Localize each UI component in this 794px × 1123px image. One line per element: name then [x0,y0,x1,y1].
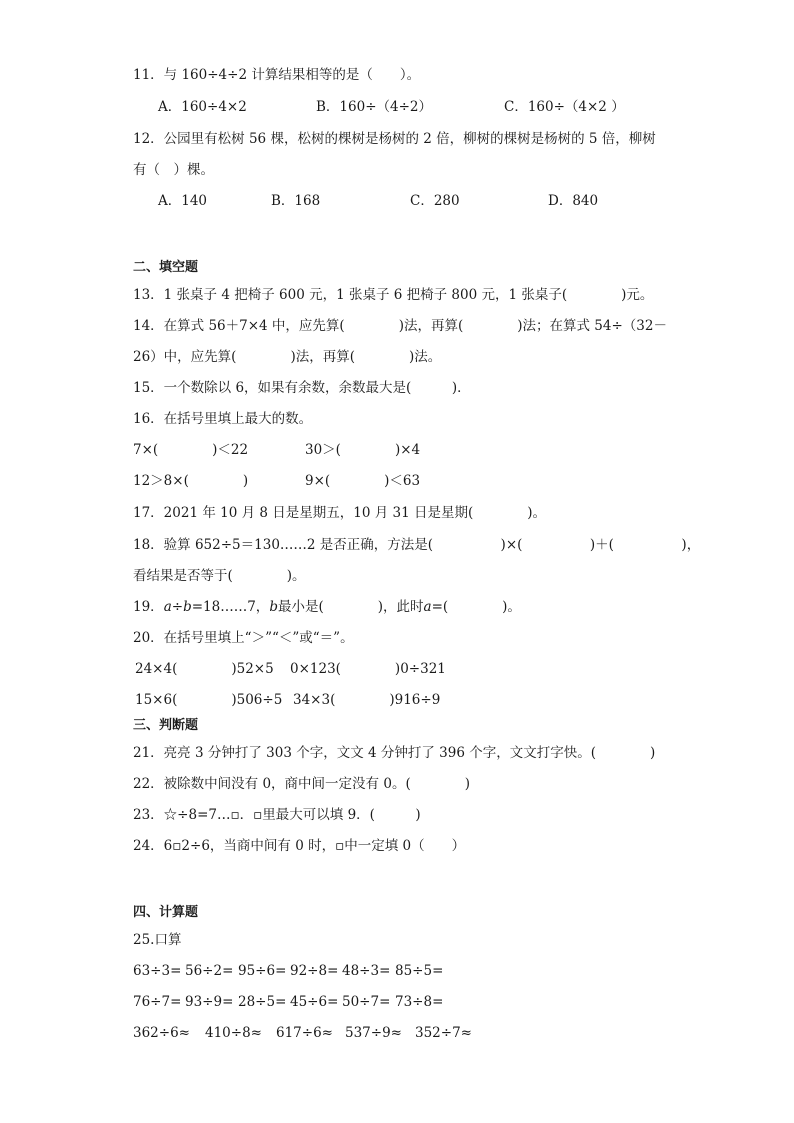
q19-result: =18……7， [191,599,270,615]
q25-item: 362÷6≈ [133,1025,190,1041]
q25-item: 92÷8= [290,963,339,979]
q24: 24．6▫2÷6，当商中间有 0 时，▫中一定填 0（ ） [133,838,466,854]
q20-d: 34×3( )916÷9 [293,692,441,708]
q11-option-a: A．160÷4×2 [158,99,247,115]
q25-title: 25.口算 [133,932,182,948]
q25-item: 73÷8= [395,994,444,1010]
q25-item: 76÷7= [133,994,182,1010]
q25-item: 28÷5= [238,994,287,1010]
q25-item: 93÷9= [185,994,234,1010]
q16-c: 12＞8×( ) [133,473,249,489]
q25-item: 50÷7= [342,994,391,1010]
q16-stem: 16．在括号里填上最大的数。 [133,411,313,427]
q25-item: 45÷6= [290,994,339,1010]
q20-stem: 20．在括号里填上“＞”“＜”或“＝”。 [133,630,354,646]
q19-number: 19． [133,599,164,615]
q12-line2: 有（ ）棵。 [133,162,214,178]
q25-item: 617÷6≈ [276,1025,333,1041]
q18-line1: 18．验算 652÷5＝130……2 是否正确，方法是( )×( )＋( )， [133,537,701,553]
q12-option-d: D．840 [548,193,599,209]
q16-b: 30＞( )×4 [305,442,421,458]
q19-div-sign: ÷ [171,599,184,615]
q12-option-b: B．168 [271,193,321,209]
section-heading-true-false: 三、判断题 [133,718,199,733]
q11-stem: 11．与 160÷4÷2 计算结果相等的是（ ）。 [133,67,421,83]
q25-item: 85÷5= [395,963,444,979]
q25-item: 537÷9≈ [345,1025,402,1041]
q25-item: 95÷6= [238,963,287,979]
q19 [133,598,521,616]
q14-line1: 14．在算式 56＋7×4 中，应先算( )法，再算( )法；在算式 54÷（32－ [133,318,667,334]
q19-var-b: b [183,599,192,615]
q18-line2: 看结果是否等于( )。 [133,568,306,584]
q11-option-c: C．160÷（4×2 ） [504,99,625,115]
q12-option-a: A．140 [158,193,208,209]
q19-end-text: =( )。 [431,599,521,615]
q12-line1: 12．公园里有松树 56 棵，松树的棵树是杨树的 2 倍，柳树的棵树是杨树的 5 倍，柳树 [133,131,656,147]
q25-item: 352÷7≈ [415,1025,472,1041]
q17: 17．2021 年 10 月 8 日是星期五，10 月 31 日是星期( )。 [133,505,547,521]
q25-item: 63÷3= [133,963,182,979]
q16-a: 7×( )＜22 [133,442,249,458]
q20-c: 15×6( )506÷5 [135,692,283,708]
section-heading-calculation: 四、计算题 [133,905,199,920]
q11-option-b: B．160÷（4÷2） [316,99,432,115]
q20-b: 0×123( )0÷321 [290,661,446,677]
q21: 21．亮亮 3 分钟打了 303 个字，文文 4 分钟打了 396 个字，文文打字快。( ) [133,745,656,761]
q19-mid-text: 最小是( )，此时 [277,599,424,615]
q19-var-b2: b [269,599,278,615]
q15: 15．一个数除以 6，如果有余数，余数最大是( )． [133,380,471,396]
q25-item: 48÷3= [342,963,391,979]
q19-var-a2: a [423,599,432,615]
q23: 23．☆÷8=7…▫．▫里最大可以填 9．( ) [133,807,421,823]
q22: 22．被除数中间没有 0，商中间一定没有 0。( ) [133,776,470,792]
q14-line2: 26）中，应先算( )法，再算( )法。 [133,349,442,365]
q25-item: 410÷8≈ [205,1025,262,1041]
q12-option-c: C．280 [410,193,460,209]
q13: 13．1 张桌子 4 把椅子 600 元，1 张桌子 6 把椅子 800 元，1 张桌子( )元。 [133,287,654,303]
q20-a: 24×4( )52×5 [135,661,274,677]
q19-var-a: a [163,599,172,615]
q16-d: 9×( )＜63 [305,473,421,489]
section-heading-fill-in: 二、填空题 [133,260,199,275]
q25-item: 56÷2= [185,963,234,979]
